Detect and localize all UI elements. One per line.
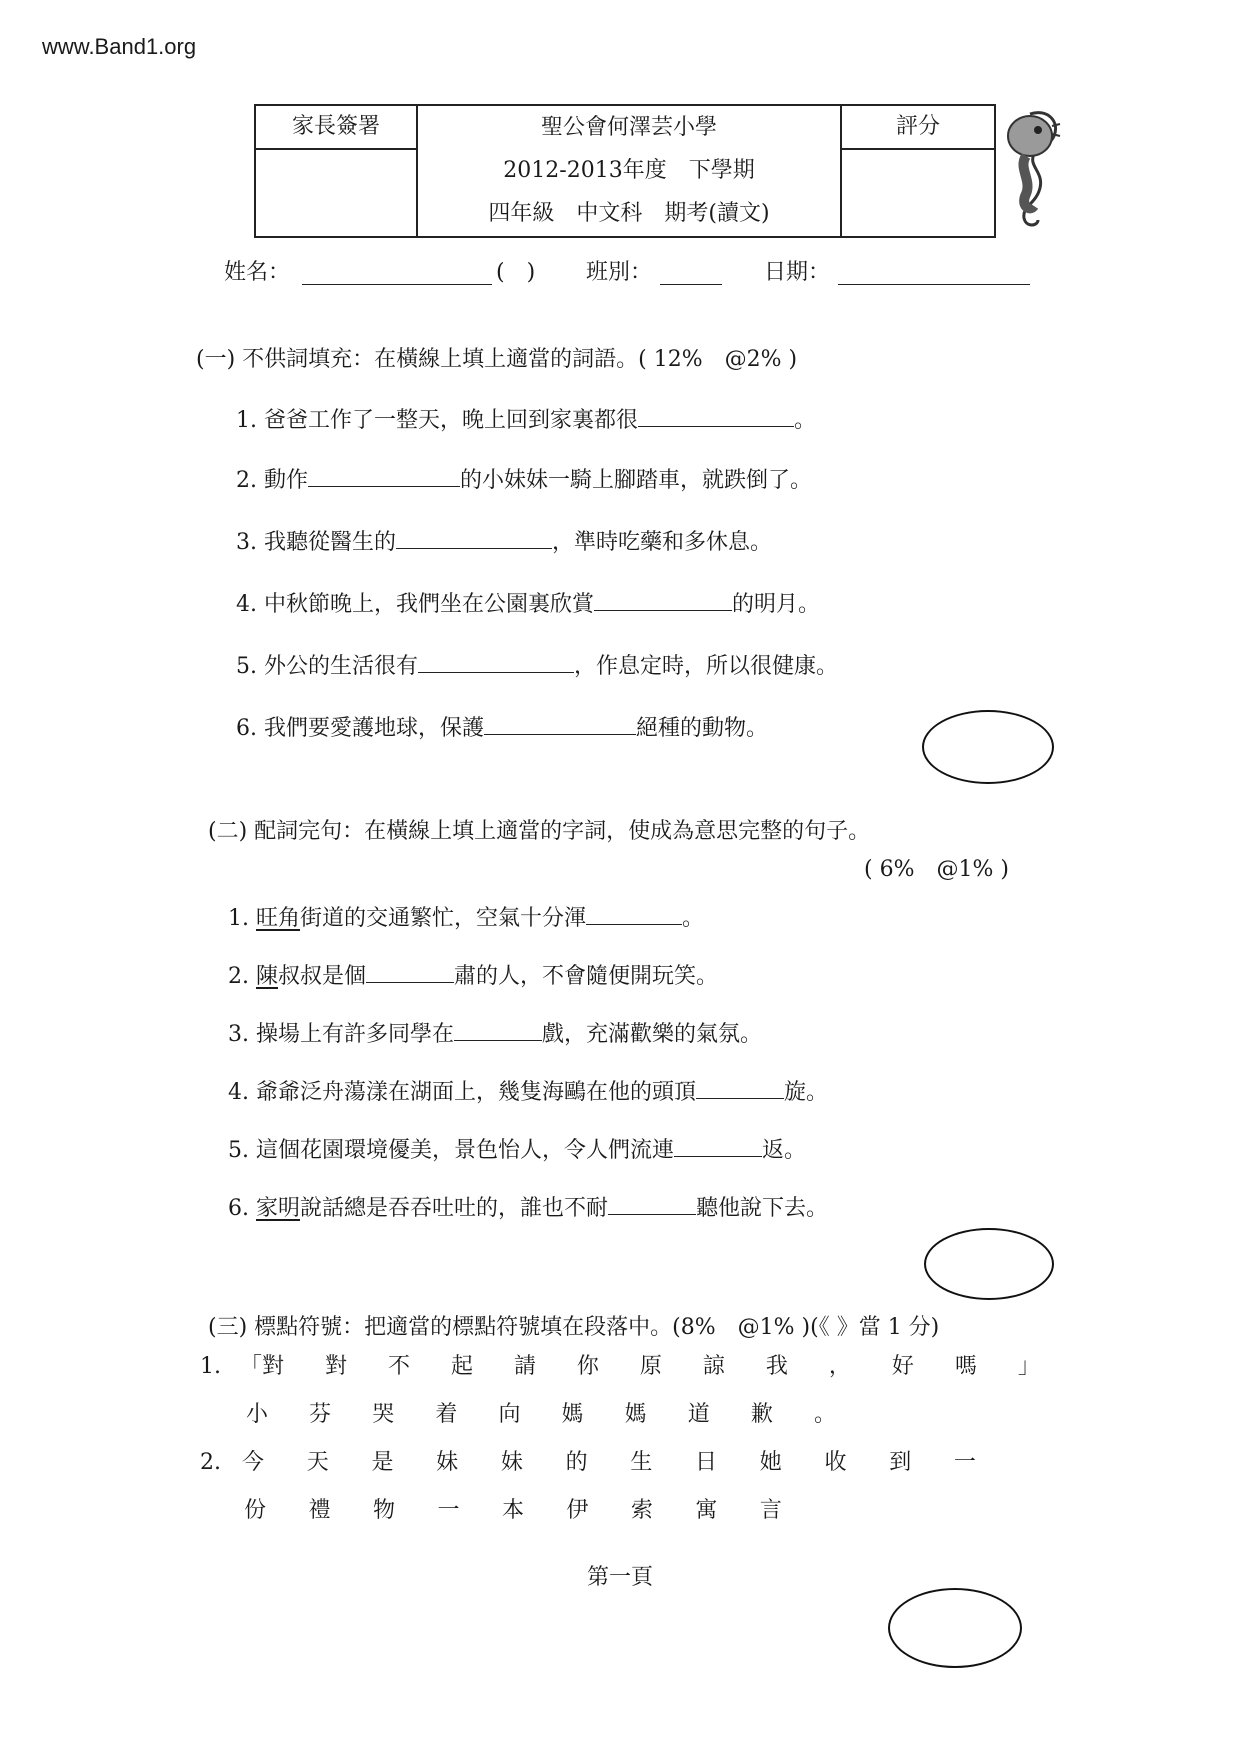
question-text: 叔叔是個 (278, 964, 367, 989)
char: 是 (371, 1450, 394, 1475)
answer-blank[interactable] (594, 586, 732, 611)
school-name: 聖公會何澤芸小學 (540, 115, 717, 140)
char: 「對 (240, 1354, 285, 1379)
s3-paragraph-2-number: 2. (200, 1450, 221, 1475)
question-text: 爺爺泛舟蕩漾在湖面上，幾隻海鷗在他的頭頂 (256, 1080, 697, 1105)
char: 對 (324, 1354, 347, 1379)
s1-question-3 (236, 524, 772, 558)
char: 禮 (308, 1498, 331, 1523)
class-field[interactable] (660, 284, 722, 285)
char: 伊 (566, 1498, 589, 1523)
name-label: 姓名： (224, 260, 291, 285)
s2-question-1 (228, 900, 704, 934)
char: 一 (437, 1498, 460, 1523)
s1-question-6 (236, 710, 768, 744)
question-number: 6. (236, 716, 257, 741)
answer-blank[interactable] (366, 958, 454, 983)
parent-signature-cell (255, 105, 417, 237)
s3-paragraph-2-line-1 (242, 1446, 976, 1480)
char: 。 (813, 1402, 836, 1427)
seahorse-mascot-icon (1000, 106, 1062, 234)
char: 芬 (309, 1402, 332, 1427)
question-text: 爸爸工作了一整天，晚上回到家裏都很 (264, 408, 639, 433)
s3-paragraph-1-line-1 (240, 1350, 1040, 1384)
section-3-title: (三) 標點符號：把適當的標點符號填在段落中。(8% @1% )(《 》當 1 分) (208, 1315, 940, 1340)
exam-title: 四年級 中文科 期考(讀文) (488, 201, 770, 226)
char: 着 (435, 1402, 458, 1427)
char: 小 (246, 1402, 269, 1427)
s1-question-1 (236, 402, 816, 436)
s3-paragraph-1-number: 1. (200, 1354, 221, 1379)
char: 日 (695, 1450, 718, 1475)
char: 媽 (561, 1402, 584, 1427)
proper-noun: 陳 (256, 964, 279, 989)
char: 諒 (702, 1354, 725, 1379)
question-text-end: 的明月。 (732, 592, 821, 617)
char: 妹 (500, 1450, 523, 1475)
char: 起 (450, 1354, 473, 1379)
answer-blank[interactable] (418, 648, 574, 673)
char: 份 (244, 1498, 267, 1523)
s1-question-5 (236, 648, 838, 682)
school-year: 2012-2013年度 下學期 (503, 158, 755, 183)
s3-paragraph-1-line-2 (246, 1398, 836, 1432)
s2-question-2 (228, 958, 718, 992)
score-cell (841, 105, 995, 237)
char: 她 (759, 1450, 782, 1475)
question-text: 我聽從醫生的 (264, 530, 397, 555)
section-1-title: (一) 不供詞填充：在橫線上填上適當的詞語。( 12% @2% ) (196, 347, 798, 372)
char: 不 (387, 1354, 410, 1379)
char: 歉 (750, 1402, 773, 1427)
answer-blank[interactable] (674, 1132, 762, 1157)
answer-blank[interactable] (696, 1074, 784, 1099)
char: 道 (687, 1402, 710, 1427)
question-text: 這個花園環境優美，景色怡人，令人們流連 (256, 1138, 675, 1163)
class-label: 班別： (586, 260, 653, 285)
char: 嗎 (954, 1354, 977, 1379)
score-box[interactable] (842, 148, 994, 236)
question-text-end: 戲，充滿歡樂的氣氛。 (542, 1022, 763, 1047)
question-number: 1. (228, 906, 249, 931)
char: 你 (576, 1354, 599, 1379)
char: 我 (765, 1354, 788, 1379)
question-text-end: ，作息定時，所以很健康。 (574, 654, 839, 679)
s1-question-4 (236, 586, 820, 620)
score-label: 評分 (895, 114, 940, 139)
question-text-end: 。 (794, 408, 817, 433)
char: 媽 (624, 1402, 647, 1427)
question-text: 外公的生活很有 (264, 654, 419, 679)
question-number: 1. (236, 408, 257, 433)
char: 寓 (695, 1498, 718, 1523)
question-number: 5. (228, 1138, 249, 1163)
section-2-title: (二) 配詞完句：在橫線上填上適當的字詞，使成為意思完整的句子。 (208, 819, 871, 844)
date-field[interactable] (838, 284, 1030, 285)
char: 到 (889, 1450, 912, 1475)
char: 天 (306, 1450, 329, 1475)
answer-blank[interactable] (586, 900, 682, 925)
char: ， (828, 1354, 851, 1379)
char: 」 (1017, 1354, 1040, 1379)
char: 言 (759, 1498, 782, 1523)
char: 向 (498, 1402, 521, 1427)
char: 請 (513, 1354, 536, 1379)
question-number: 2. (236, 468, 257, 493)
question-text-end: 旋。 (784, 1080, 829, 1105)
site-url: www.Band1.org (42, 34, 197, 59)
question-number: 4. (228, 1080, 249, 1105)
question-text-end: ，準時吃藥和多休息。 (552, 530, 773, 555)
question-number: 3. (228, 1022, 249, 1047)
question-text-end: 。 (682, 906, 705, 931)
question-text: 操場上有許多同學在 (256, 1022, 455, 1047)
s3-paragraph-2-line-2 (244, 1494, 782, 1528)
question-number: 2. (228, 964, 249, 989)
char: 一 (953, 1450, 976, 1475)
answer-blank[interactable] (638, 402, 794, 427)
char: 收 (824, 1450, 847, 1475)
answer-blank[interactable] (484, 710, 636, 735)
question-text-end: 絕種的動物。 (636, 716, 769, 741)
question-text-end: 肅的人，不會隨便開玩笑。 (454, 964, 719, 989)
char: 索 (630, 1498, 653, 1523)
s2-question-5 (228, 1132, 806, 1166)
question-text: 說話總是吞吞吐吐的，誰也不耐 (300, 1196, 609, 1221)
answer-blank[interactable] (608, 1190, 696, 1215)
question-text: 動作 (264, 468, 309, 493)
s2-question-3 (228, 1016, 762, 1050)
question-text-end: 返。 (762, 1138, 807, 1163)
answer-blank[interactable] (308, 462, 460, 487)
answer-blank[interactable] (396, 524, 552, 549)
proper-noun: 家明 (256, 1196, 301, 1221)
char: 好 (891, 1354, 914, 1379)
question-text-end: 的小妹妹一騎上腳踏車，就跌倒了。 (460, 468, 813, 493)
page-number: 第一頁 (586, 1565, 653, 1590)
parent-signature-label: 家長簽署 (291, 114, 380, 139)
score-oval-3[interactable] (888, 1588, 1022, 1668)
char: 妹 (436, 1450, 459, 1475)
char: 原 (639, 1354, 662, 1379)
question-number: 6. (228, 1196, 249, 1221)
class-number-field[interactable]: ( ) (496, 260, 536, 285)
score-oval-1[interactable] (922, 710, 1054, 784)
char: 生 (630, 1450, 653, 1475)
school-info-cell (417, 105, 841, 237)
name-field[interactable] (302, 284, 492, 285)
question-number: 4. (236, 592, 257, 617)
header-table (254, 104, 996, 238)
char: 物 (372, 1498, 395, 1523)
question-text: 街道的交通繁忙，空氣十分渾 (300, 906, 587, 931)
question-text: 我們要愛護地球，保護 (264, 716, 485, 741)
signature-box[interactable] (256, 148, 416, 236)
proper-noun: 旺角 (256, 906, 301, 931)
s2-question-6 (228, 1190, 828, 1224)
date-label: 日期： (764, 260, 831, 285)
score-oval-2[interactable] (924, 1228, 1054, 1300)
section-2-marks: ( 6% @1% ) (864, 857, 1009, 882)
question-number: 5. (236, 654, 257, 679)
char: 今 (242, 1450, 265, 1475)
char: 本 (501, 1498, 524, 1523)
question-text: 中秋節晚上，我們坐在公園裏欣賞 (264, 592, 595, 617)
char: 的 (565, 1450, 588, 1475)
char: 哭 (372, 1402, 395, 1427)
question-number: 3. (236, 530, 257, 555)
s2-question-4 (228, 1074, 828, 1108)
s1-question-2 (236, 462, 812, 496)
question-text-end: 聽他說下去。 (696, 1196, 829, 1221)
answer-blank[interactable] (454, 1016, 542, 1041)
